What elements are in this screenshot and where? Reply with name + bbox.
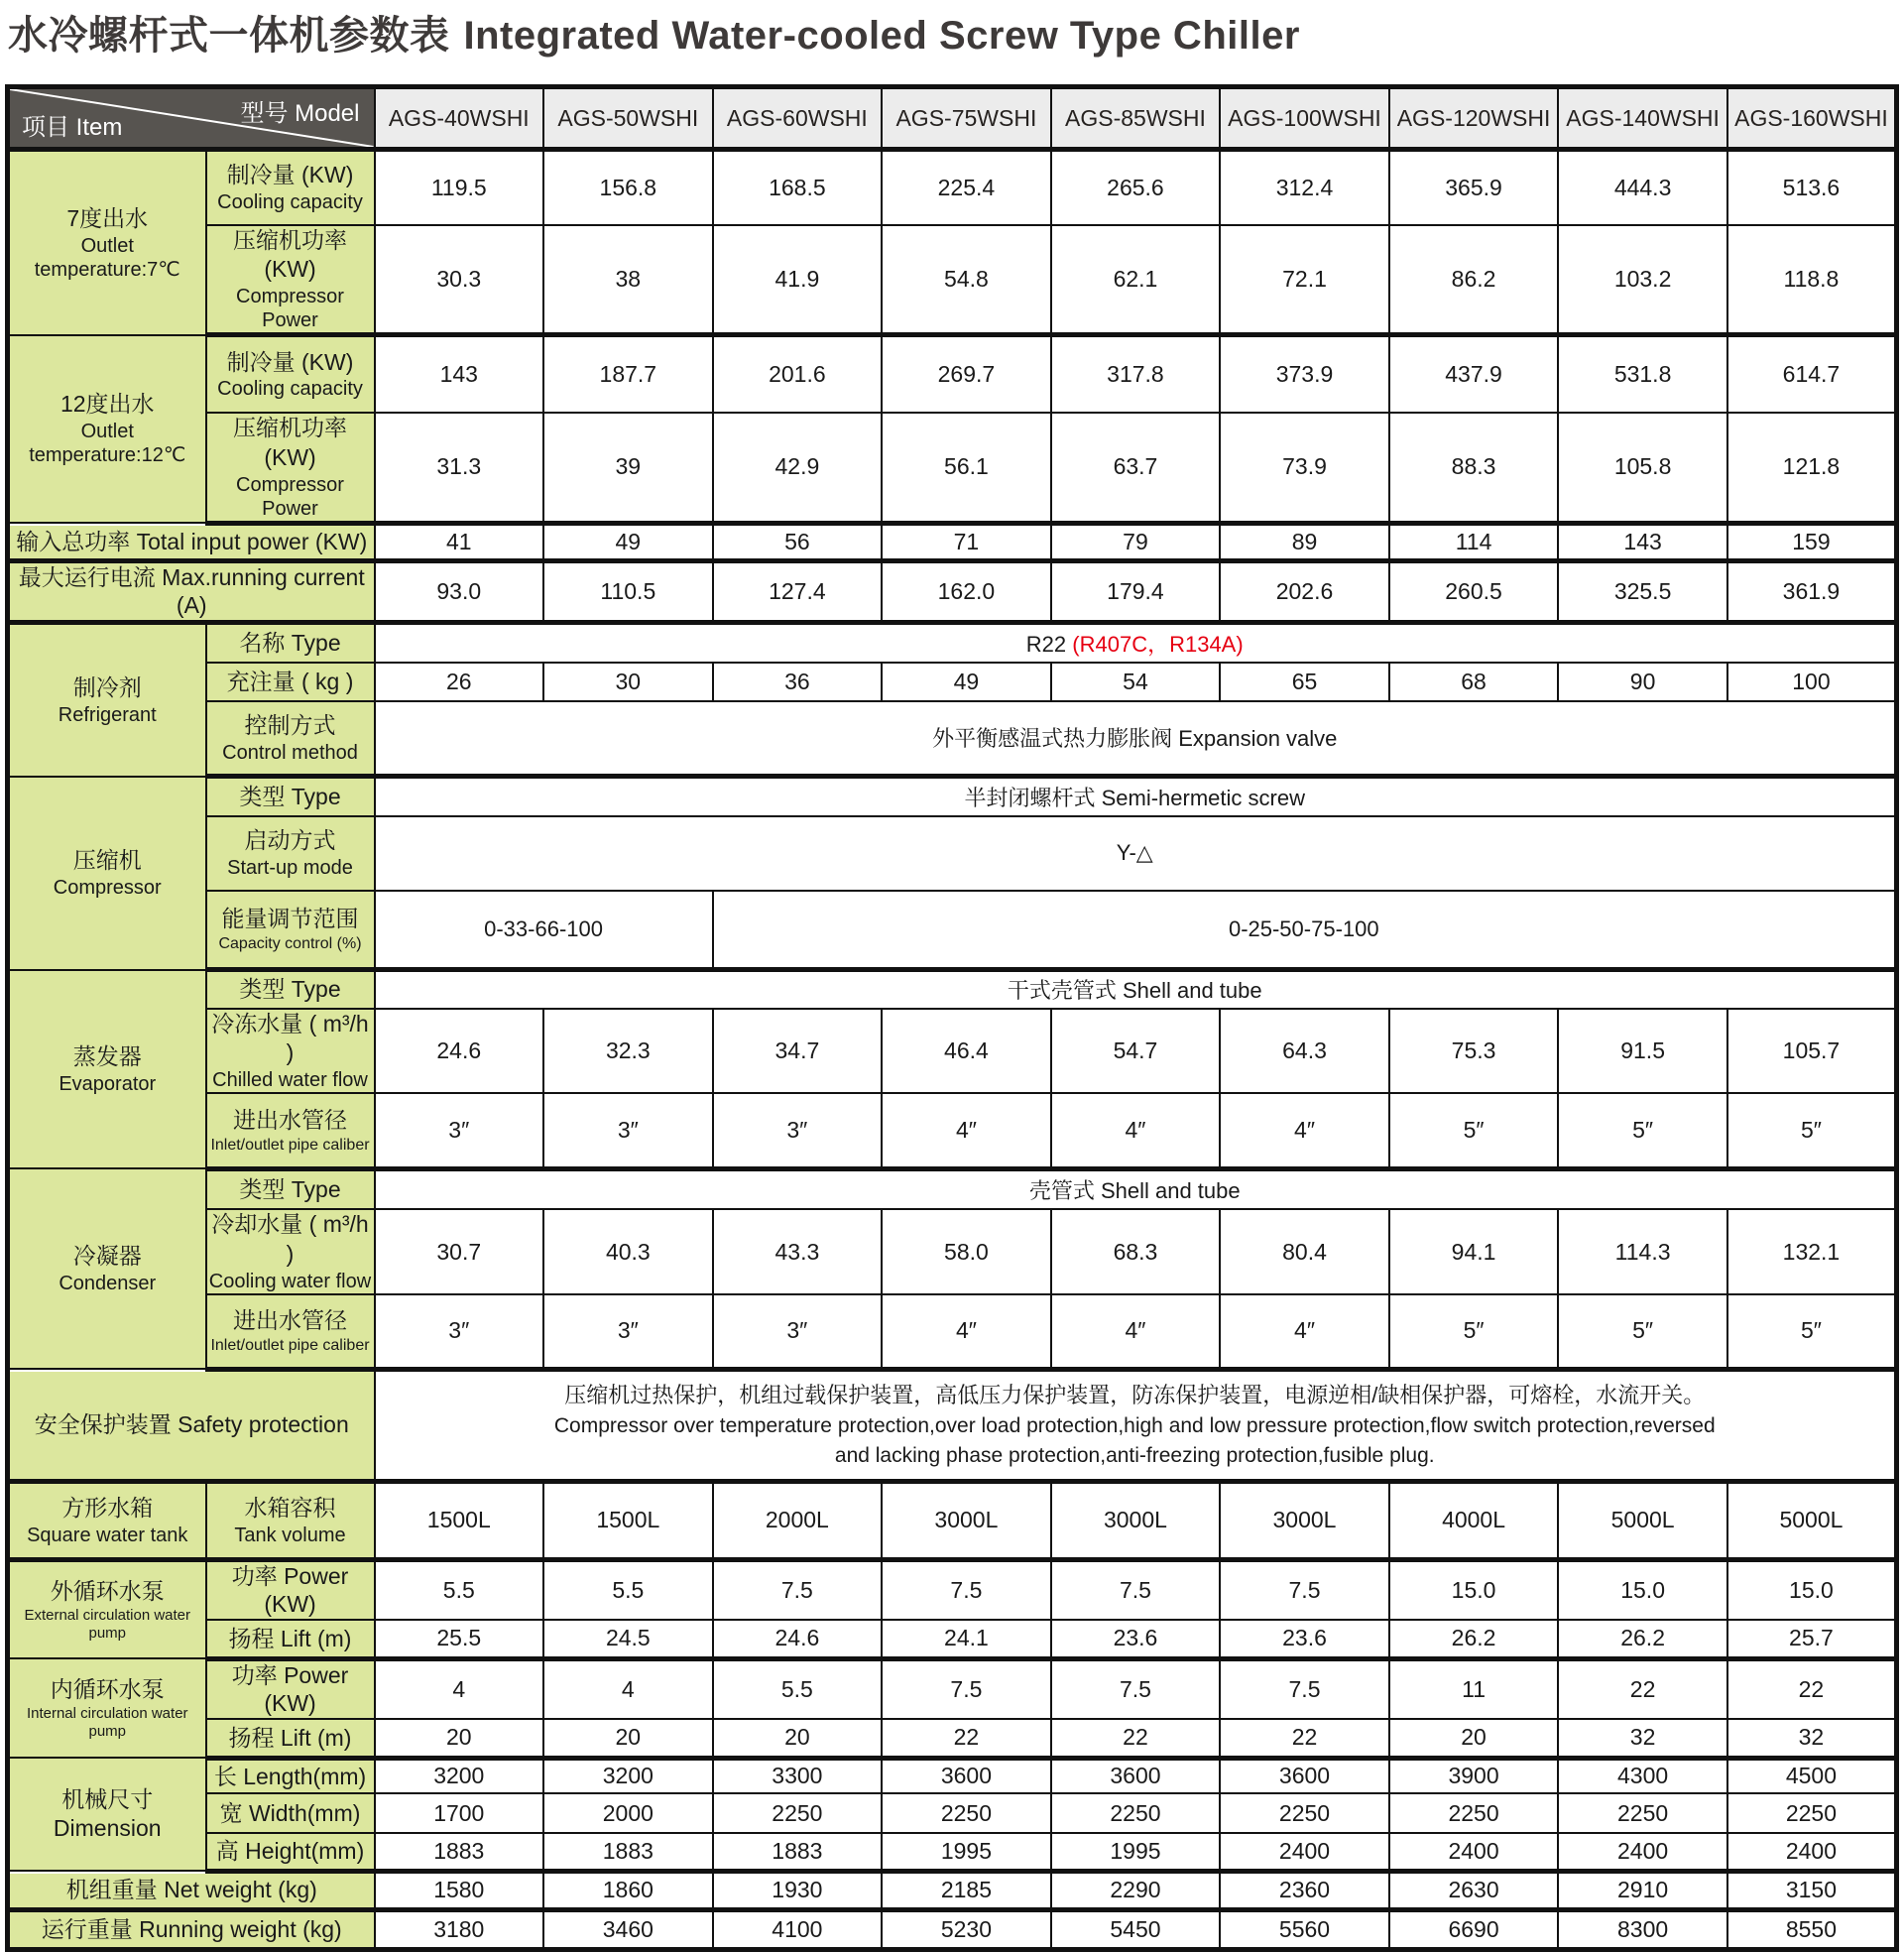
value-cell: 22 (1727, 1658, 1897, 1719)
value-cell: 93.0 (375, 560, 544, 623)
value-cell: 58.0 (882, 1209, 1051, 1294)
value-cell: 132.1 (1727, 1209, 1897, 1294)
row-group-label-internal-pump: 内循环水泵 Internal circulation water pump (8, 1658, 206, 1758)
value-cell: 15.0 (1558, 1559, 1727, 1620)
value-cell: 3900 (1389, 1758, 1559, 1793)
value-cell: 531.8 (1558, 335, 1727, 413)
value-cell: 63.7 (1051, 413, 1221, 523)
value-cell: 317.8 (1051, 335, 1221, 413)
value-cell: 4″ (1220, 1093, 1389, 1168)
value-cell: 30 (543, 663, 713, 701)
value-cell: 187.7 (543, 335, 713, 413)
model-header-cell: AGS-140WSHI (1558, 87, 1727, 150)
value-cell: 24.6 (713, 1620, 883, 1658)
table-row (8, 1620, 1897, 1658)
value-cell: 49 (543, 523, 713, 560)
item-label: 项目 Item (22, 114, 123, 141)
row-label-chilled-water-flow: 冷冻水量 ( m³/h ) Chilled water flow (206, 1009, 375, 1094)
table-row (8, 701, 1897, 777)
value-cell: 25.5 (375, 1620, 544, 1658)
value-cell: 4300 (1558, 1758, 1727, 1793)
value-cell: 103.2 (1558, 225, 1727, 335)
row-label-compressor-power: 压缩机功率 (KW) Compressor Power (206, 413, 375, 523)
table-row (8, 225, 1897, 335)
value-cell: 3200 (543, 1758, 713, 1793)
row-label-height: 高 Height(mm) (206, 1833, 375, 1871)
refrigerant-name-value: R22 (R407C，R134A) (375, 623, 1897, 663)
table-row (8, 891, 1897, 970)
model-header-cell: AGS-50WSHI (543, 87, 713, 150)
value-cell: 31.3 (375, 413, 544, 523)
table-row (8, 1294, 1897, 1369)
value-cell: 86.2 (1389, 225, 1559, 335)
value-cell: 201.6 (713, 335, 883, 413)
value-cell: 3″ (713, 1093, 883, 1168)
value-cell: 2250 (1051, 1793, 1221, 1833)
value-cell: 1700 (375, 1793, 544, 1833)
value-cell: 110.5 (543, 560, 713, 623)
value-cell: 4100 (713, 1909, 883, 1949)
row-group-label-condenser: 冷凝器 Condenser (8, 1168, 206, 1369)
value-cell: 513.6 (1727, 150, 1897, 225)
value-cell: 2910 (1558, 1871, 1727, 1909)
row-group-label-outlet7: 7度出水 Outlet temperature:7℃ (8, 150, 206, 335)
value-cell: 2400 (1220, 1833, 1389, 1871)
value-cell: 90 (1558, 663, 1727, 701)
value-cell: 3600 (1220, 1758, 1389, 1793)
model-header-cell: AGS-160WSHI (1727, 87, 1897, 150)
value-cell: 3″ (713, 1294, 883, 1369)
value-cell: 159 (1727, 523, 1897, 560)
value-cell: 32 (1558, 1719, 1727, 1758)
value-cell: 7.5 (1051, 1658, 1221, 1719)
value-cell: 2250 (1389, 1793, 1559, 1833)
value-cell: 3″ (543, 1294, 713, 1369)
row-label-pump-power: 功率 Power (KW) (206, 1559, 375, 1620)
table-row (8, 1658, 1897, 1719)
value-cell: 3000L (882, 1481, 1051, 1559)
value-cell: 89 (1220, 523, 1389, 560)
table-row (8, 816, 1897, 891)
value-cell: 3000L (1051, 1481, 1221, 1559)
model-header-cell: AGS-85WSHI (1051, 87, 1221, 150)
value-cell: 365.9 (1389, 150, 1559, 225)
value-cell: 3″ (375, 1294, 544, 1369)
row-label-max-running-current: 最大运行电流 Max.running current (A) (8, 560, 375, 623)
row-label-condenser-type: 类型 Type (206, 1168, 375, 1209)
row-label-control-method: 控制方式 Control method (206, 701, 375, 777)
row-label-refrigerant-charge: 充注量 ( kg ) (206, 663, 375, 701)
value-cell: 2290 (1051, 1871, 1221, 1909)
value-cell: 7.5 (882, 1559, 1051, 1620)
value-cell: 1883 (543, 1833, 713, 1871)
value-cell: 15.0 (1389, 1559, 1559, 1620)
value-cell: 2250 (1558, 1793, 1727, 1833)
value-cell: 5″ (1558, 1294, 1727, 1369)
corner-cell (8, 87, 375, 150)
compressor-type-value: 半封闭螺杆式 Semi-hermetic screw (375, 777, 1897, 816)
value-cell: 444.3 (1558, 150, 1727, 225)
table-row (8, 1093, 1897, 1168)
page-title-zh: 水冷螺杆式一体机参数表 (8, 14, 450, 58)
value-cell: 4″ (882, 1093, 1051, 1168)
value-cell: 20 (1389, 1719, 1559, 1758)
page-title (8, 4, 1300, 61)
table-row (8, 623, 1897, 663)
value-cell: 73.9 (1220, 413, 1389, 523)
value-cell: 373.9 (1220, 335, 1389, 413)
model-header-cell: AGS-100WSHI (1220, 87, 1389, 150)
value-cell: 4000L (1389, 1481, 1559, 1559)
value-cell: 4″ (1220, 1294, 1389, 1369)
value-cell: 119.5 (375, 150, 544, 225)
value-cell: 1860 (543, 1871, 713, 1909)
value-cell: 32.3 (543, 1009, 713, 1094)
value-cell: 202.6 (1220, 560, 1389, 623)
value-cell: 3150 (1727, 1871, 1897, 1909)
spec-table (5, 84, 1899, 1952)
value-cell: 105.8 (1558, 413, 1727, 523)
value-cell: 5″ (1389, 1294, 1559, 1369)
row-group-label-external-pump: 外循环水泵 External circulation water pump (8, 1559, 206, 1658)
value-cell: 64.3 (1220, 1009, 1389, 1094)
row-label-startup-mode: 启动方式 Start-up mode (206, 816, 375, 891)
row-label-length: 长 Length(mm) (206, 1758, 375, 1793)
value-cell: 20 (713, 1719, 883, 1758)
table-row (8, 663, 1897, 701)
value-cell: 88.3 (1389, 413, 1559, 523)
value-cell: 269.7 (882, 335, 1051, 413)
value-cell: 8300 (1558, 1909, 1727, 1949)
value-cell: 2185 (882, 1871, 1051, 1909)
value-cell: 2000 (543, 1793, 713, 1833)
value-cell: 114.3 (1558, 1209, 1727, 1294)
row-label-pump-power: 功率 Power (KW) (206, 1658, 375, 1719)
value-cell: 156.8 (543, 150, 713, 225)
value-cell: 5230 (882, 1909, 1051, 1949)
value-cell: 4″ (1051, 1093, 1221, 1168)
value-cell: 3000L (1220, 1481, 1389, 1559)
value-cell: 91.5 (1558, 1009, 1727, 1094)
value-cell: 265.6 (1051, 150, 1221, 225)
value-cell: 4 (375, 1658, 544, 1719)
value-cell: 30.3 (375, 225, 544, 335)
value-cell: 3″ (375, 1093, 544, 1168)
safety-protection-value: 压缩机过热保护，机组过载保护装置，高低压力保护装置，防冻保护装置，电源逆相/缺相保护器，可熔栓，水流开关。 Compressor over temperature protection,over load protection,high and low pressure protection,flow switch protection,reversed and lacking phase protection,anti-freezing protection,fusible plug. (375, 1369, 1897, 1481)
value-cell: 26 (375, 663, 544, 701)
value-cell: 105.7 (1727, 1009, 1897, 1094)
value-cell: 114 (1389, 523, 1559, 560)
value-cell: 7.5 (1051, 1559, 1221, 1620)
evaporator-type-value: 干式壳管式 Shell and tube (375, 970, 1897, 1009)
value-cell: 68 (1389, 663, 1559, 701)
value-cell: 312.4 (1220, 150, 1389, 225)
value-cell: 4500 (1727, 1758, 1897, 1793)
value-cell: 26.2 (1558, 1620, 1727, 1658)
value-cell: 8550 (1727, 1909, 1897, 1949)
row-label-compressor-power: 压缩机功率 (KW) Compressor Power (206, 225, 375, 335)
value-cell: 3200 (375, 1758, 544, 1793)
value-cell: 94.1 (1389, 1209, 1559, 1294)
table-row (8, 1719, 1897, 1758)
row-label-cooling-capacity: 制冷量 (KW) Cooling capacity (206, 150, 375, 225)
table-row (8, 413, 1897, 523)
table-row (8, 1793, 1897, 1833)
value-cell: 2630 (1389, 1871, 1559, 1909)
value-cell: 38 (543, 225, 713, 335)
value-cell: 3600 (1051, 1758, 1221, 1793)
value-cell: 25.7 (1727, 1620, 1897, 1658)
table-row (8, 1909, 1897, 1949)
value-cell: 41 (375, 523, 544, 560)
value-cell: 3180 (375, 1909, 544, 1949)
value-cell: 5000L (1558, 1481, 1727, 1559)
row-label-safety-protection: 安全保护装置 Safety protection (8, 1369, 375, 1481)
page-title-en: Integrated Water-cooled Screw Type Chiller (463, 14, 1300, 58)
startup-mode-value: Y-△ (375, 816, 1897, 891)
row-label-net-weight: 机组重量 Net weight (kg) (8, 1871, 375, 1909)
value-cell: 1883 (375, 1833, 544, 1871)
value-cell: 5.5 (713, 1658, 883, 1719)
value-cell: 2250 (882, 1793, 1051, 1833)
value-cell: 2360 (1220, 1871, 1389, 1909)
row-label-pump-lift: 扬程 Lift (m) (206, 1620, 375, 1658)
row-label-width: 宽 Width(mm) (206, 1793, 375, 1833)
capacity-control-small-value: 0-33-66-100 (375, 891, 713, 970)
value-cell: 22 (1051, 1719, 1221, 1758)
value-cell: 20 (375, 1719, 544, 1758)
value-cell: 11 (1389, 1658, 1559, 1719)
value-cell: 1995 (1051, 1833, 1221, 1871)
value-cell: 24.6 (375, 1009, 544, 1094)
table-row (8, 1871, 1897, 1909)
row-label-total-input-power: 输入总功率 Total input power (KW) (8, 523, 375, 560)
value-cell: 72.1 (1220, 225, 1389, 335)
value-cell: 168.5 (713, 150, 883, 225)
value-cell: 71 (882, 523, 1051, 560)
value-cell: 54 (1051, 663, 1221, 701)
value-cell: 2250 (1727, 1793, 1897, 1833)
value-cell: 75.3 (1389, 1009, 1559, 1094)
table-row (8, 523, 1897, 560)
table-row (8, 1209, 1897, 1294)
table-row (8, 150, 1897, 225)
value-cell: 5″ (1558, 1093, 1727, 1168)
value-cell: 2250 (713, 1793, 883, 1833)
row-label-capacity-control: 能量调节范围 Capacity control (%) (206, 891, 375, 970)
value-cell: 5000L (1727, 1481, 1897, 1559)
row-group-label-evaporator: 蒸发器 Evaporator (8, 970, 206, 1169)
table-row (8, 1559, 1897, 1620)
value-cell: 1500L (375, 1481, 544, 1559)
value-cell: 100 (1727, 663, 1897, 701)
value-cell: 62.1 (1051, 225, 1221, 335)
value-cell: 24.5 (543, 1620, 713, 1658)
value-cell: 39 (543, 413, 713, 523)
row-label-evaporator-pipe-caliber: 进出水管径 Inlet/outlet pipe caliber (206, 1093, 375, 1168)
row-label-pump-lift: 扬程 Lift (m) (206, 1719, 375, 1758)
value-cell: 43.3 (713, 1209, 883, 1294)
value-cell: 7.5 (1220, 1658, 1389, 1719)
refrigerant-alt-types: (R407C，R134A) (1072, 631, 1244, 657)
value-cell: 2250 (1220, 1793, 1389, 1833)
table-row (8, 1369, 1897, 1481)
value-cell: 5450 (1051, 1909, 1221, 1949)
value-cell: 4″ (882, 1294, 1051, 1369)
value-cell: 4 (543, 1658, 713, 1719)
table-row (8, 777, 1897, 816)
value-cell: 7.5 (713, 1559, 883, 1620)
value-cell: 7.5 (882, 1658, 1051, 1719)
value-cell: 3600 (882, 1758, 1051, 1793)
value-cell: 3″ (543, 1093, 713, 1168)
model-header-cell: AGS-75WSHI (882, 87, 1051, 150)
capacity-control-large-value: 0-25-50-75-100 (713, 891, 1897, 970)
value-cell: 225.4 (882, 150, 1051, 225)
value-cell: 2400 (1727, 1833, 1897, 1871)
value-cell: 40.3 (543, 1209, 713, 1294)
row-label-cooling-water-flow: 冷却水量 ( m³/h ) Cooling water flow (206, 1209, 375, 1294)
value-cell: 1995 (882, 1833, 1051, 1871)
value-cell: 6690 (1389, 1909, 1559, 1949)
value-cell: 7.5 (1220, 1559, 1389, 1620)
value-cell: 5″ (1727, 1294, 1897, 1369)
value-cell: 41.9 (713, 225, 883, 335)
model-label: 型号 Model (240, 100, 360, 127)
row-label-compressor-type: 类型 Type (206, 777, 375, 816)
row-label-cooling-capacity: 制冷量 (KW) Cooling capacity (206, 335, 375, 413)
value-cell: 3300 (713, 1758, 883, 1793)
value-cell: 361.9 (1727, 560, 1897, 623)
row-label-running-weight: 运行重量 Running weight (kg) (8, 1909, 375, 1949)
value-cell: 34.7 (713, 1009, 883, 1094)
value-cell: 32 (1727, 1719, 1897, 1758)
value-cell: 65 (1220, 663, 1389, 701)
row-group-label-water-tank: 方形水箱 Square water tank (8, 1481, 206, 1559)
value-cell: 179.4 (1051, 560, 1221, 623)
row-group-label-dimension: 机械尺寸 Dimension (8, 1758, 206, 1871)
value-cell: 2400 (1389, 1833, 1559, 1871)
row-label-tank-volume: 水箱容积 Tank volume (206, 1481, 375, 1559)
header-row (8, 87, 1897, 150)
value-cell: 79 (1051, 523, 1221, 560)
value-cell: 143 (375, 335, 544, 413)
value-cell: 5560 (1220, 1909, 1389, 1949)
value-cell: 49 (882, 663, 1051, 701)
value-cell: 5.5 (375, 1559, 544, 1620)
value-cell: 23.6 (1220, 1620, 1389, 1658)
value-cell: 5″ (1389, 1093, 1559, 1168)
value-cell: 46.4 (882, 1009, 1051, 1094)
value-cell: 118.8 (1727, 225, 1897, 335)
value-cell: 143 (1558, 523, 1727, 560)
table-row (8, 970, 1897, 1009)
value-cell: 260.5 (1389, 560, 1559, 623)
value-cell: 1500L (543, 1481, 713, 1559)
value-cell: 23.6 (1051, 1620, 1221, 1658)
row-group-label-refrigerant: 制冷剂 Refrigerant (8, 623, 206, 777)
row-label-condenser-pipe-caliber: 进出水管径 Inlet/outlet pipe caliber (206, 1294, 375, 1369)
value-cell: 1580 (375, 1871, 544, 1909)
value-cell: 22 (1220, 1719, 1389, 1758)
value-cell: 1883 (713, 1833, 883, 1871)
value-cell: 2400 (1558, 1833, 1727, 1871)
value-cell: 162.0 (882, 560, 1051, 623)
value-cell: 26.2 (1389, 1620, 1559, 1658)
condenser-type-value: 壳管式 Shell and tube (375, 1168, 1897, 1209)
value-cell: 325.5 (1558, 560, 1727, 623)
row-group-label-outlet12: 12度出水 Outlet temperature:12℃ (8, 335, 206, 523)
value-cell: 54.8 (882, 225, 1051, 335)
value-cell: 614.7 (1727, 335, 1897, 413)
model-header-cell: AGS-120WSHI (1389, 87, 1559, 150)
value-cell: 1930 (713, 1871, 883, 1909)
value-cell: 15.0 (1727, 1559, 1897, 1620)
value-cell: 30.7 (375, 1209, 544, 1294)
row-group-label-compressor: 压缩机 Compressor (8, 777, 206, 970)
value-cell: 121.8 (1727, 413, 1897, 523)
table-row (8, 1009, 1897, 1094)
value-cell: 20 (543, 1719, 713, 1758)
value-cell: 22 (882, 1719, 1051, 1758)
value-cell: 2000L (713, 1481, 883, 1559)
table-row (8, 335, 1897, 413)
value-cell: 24.1 (882, 1620, 1051, 1658)
model-header-cell: AGS-40WSHI (375, 87, 544, 150)
value-cell: 56.1 (882, 413, 1051, 523)
table-row (8, 1168, 1897, 1209)
value-cell: 5″ (1727, 1093, 1897, 1168)
value-cell: 80.4 (1220, 1209, 1389, 1294)
row-label-evaporator-type: 类型 Type (206, 970, 375, 1009)
table-row (8, 1833, 1897, 1871)
value-cell: 22 (1558, 1658, 1727, 1719)
row-label-refrigerant-name: 名称 Type (206, 623, 375, 663)
value-cell: 5.5 (543, 1559, 713, 1620)
value-cell: 127.4 (713, 560, 883, 623)
value-cell: 56 (713, 523, 883, 560)
value-cell: 4″ (1051, 1294, 1221, 1369)
model-header-cell: AGS-60WSHI (713, 87, 883, 150)
value-cell: 3460 (543, 1909, 713, 1949)
value-cell: 36 (713, 663, 883, 701)
table-row (8, 1758, 1897, 1793)
value-cell: 54.7 (1051, 1009, 1221, 1094)
control-method-value: 外平衡感温式热力膨胀阀 Expansion valve (375, 701, 1897, 777)
table-row (8, 560, 1897, 623)
value-cell: 42.9 (713, 413, 883, 523)
value-cell: 68.3 (1051, 1209, 1221, 1294)
value-cell: 437.9 (1389, 335, 1559, 413)
table-row (8, 1481, 1897, 1559)
